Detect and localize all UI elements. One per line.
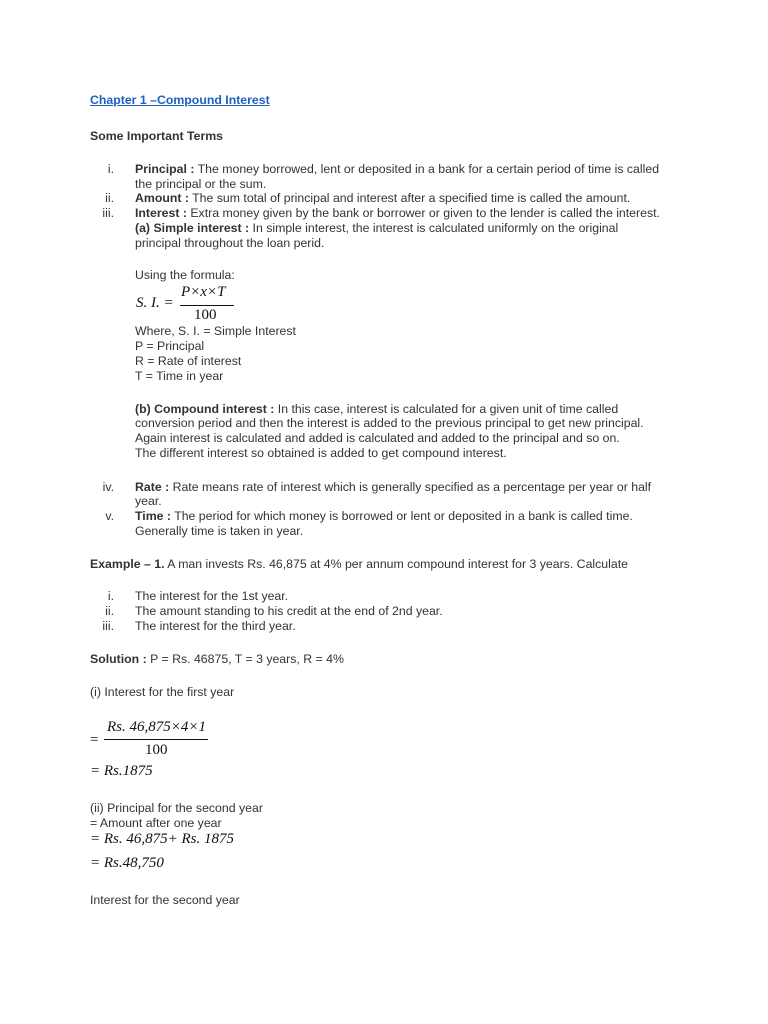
equals-sign: = <box>90 732 99 748</box>
solution-part-subheading: = Amount after one year <box>90 816 222 830</box>
equation-denominator: 100 <box>145 742 168 758</box>
formula-numerator: P×x×T <box>181 284 226 300</box>
term-interest <box>135 206 660 221</box>
formula-denominator: 100 <box>194 307 217 323</box>
solution-statement <box>90 652 344 667</box>
compound-line: The different interest so obtained is added to get compound interest. <box>135 446 507 460</box>
list-number: v. <box>105 509 114 523</box>
term-continuation: year. <box>135 494 162 508</box>
equation-numerator: Rs. 46,875×4×1 <box>107 719 206 735</box>
term-text: The period for which money is borrowed or lent or deposited in a bank is called time. <box>171 509 633 523</box>
equation-line: = Rs. 46,875+ Rs. 1875 <box>90 831 234 847</box>
term-text: Rate means rate of interest which is generally specified as a percentage per year or half <box>169 480 652 494</box>
where-line: R = Rate of interest <box>135 354 242 368</box>
compound-interest-definition <box>135 402 618 417</box>
solution-part-heading: (ii) Principal for the second year <box>90 801 263 815</box>
example-item: The amount standing to his credit at the end of 2nd year. <box>135 604 443 618</box>
solution-text: P = Rs. 46875, T = 3 years, R = 4% <box>146 652 344 666</box>
solution-part-heading: (i) Interest for the first year <box>90 685 235 699</box>
term-amount <box>135 191 630 206</box>
compound-interest-text: In this case, interest is calculated for a given unit of time called <box>274 402 619 416</box>
compound-line: conversion period and then the interest is added to the previous principal to get new principal. <box>135 416 644 430</box>
term-label: Interest : <box>135 206 187 220</box>
example-statement <box>90 557 628 572</box>
compound-line: Again interest is calculated and added is calculated and added to the principal and so on. <box>135 431 620 445</box>
term-label: Amount : <box>135 191 189 205</box>
list-number: iii. <box>102 619 114 633</box>
equation-result: = Rs.1875 <box>90 763 153 779</box>
term-continuation: the principal or the sum. <box>135 177 267 191</box>
term-time <box>135 509 633 524</box>
where-line: T = Time in year <box>135 369 224 383</box>
list-number: ii. <box>105 191 114 205</box>
term-label: Time : <box>135 509 171 523</box>
list-number: i. <box>107 589 114 603</box>
term-text: Extra money given by the bank or borrower or given to the lender is called the interest. <box>186 206 660 220</box>
simple-interest-text: In simple interest, the interest is calculated uniformly on the original <box>249 221 619 235</box>
term-text: The sum total of principal and interest after a specified time is called the amount. <box>188 191 631 205</box>
simple-interest-definition <box>135 221 618 236</box>
formula-lhs: S. I. = <box>136 295 174 311</box>
term-rate <box>135 480 651 495</box>
fraction-bar <box>180 305 234 306</box>
where-line: P = Principal <box>135 339 205 353</box>
solution-part-heading: Interest for the second year <box>90 893 240 907</box>
example-item: The interest for the third year. <box>135 619 296 633</box>
list-number: iv. <box>102 480 114 494</box>
solution-label: Solution : <box>90 652 147 666</box>
term-principal <box>135 162 659 177</box>
where-line: Where, S. I. = Simple Interest <box>135 324 296 338</box>
simple-interest-label: (a) Simple interest : <box>135 221 250 235</box>
term-continuation: Generally time is taken in year. <box>135 524 304 538</box>
list-number: iii. <box>102 206 114 220</box>
term-label: Principal : <box>135 162 195 176</box>
formula-intro: Using the formula: <box>135 268 235 282</box>
fraction-bar <box>104 739 208 740</box>
equation-line: = Rs.48,750 <box>90 855 164 871</box>
list-number: i. <box>107 162 114 176</box>
list-number: ii. <box>105 604 114 618</box>
section-heading: Some Important Terms <box>90 129 224 143</box>
example-label: Example – 1. <box>90 557 165 571</box>
page-title[interactable]: Chapter 1 –Compound Interest <box>90 93 270 107</box>
compound-interest-label: (b) Compound interest : <box>135 402 275 416</box>
term-label: Rate : <box>135 480 170 494</box>
simple-interest-continuation: principal throughout the loan perid. <box>135 236 325 250</box>
example-text: A man invests Rs. 46,875 at 4% per annum compound interest for 3 years. Calculate <box>164 557 628 571</box>
example-item: The interest for the 1st year. <box>135 589 289 603</box>
term-text: The money borrowed, lent or deposited in a bank for a certain period of time is called <box>194 162 660 176</box>
